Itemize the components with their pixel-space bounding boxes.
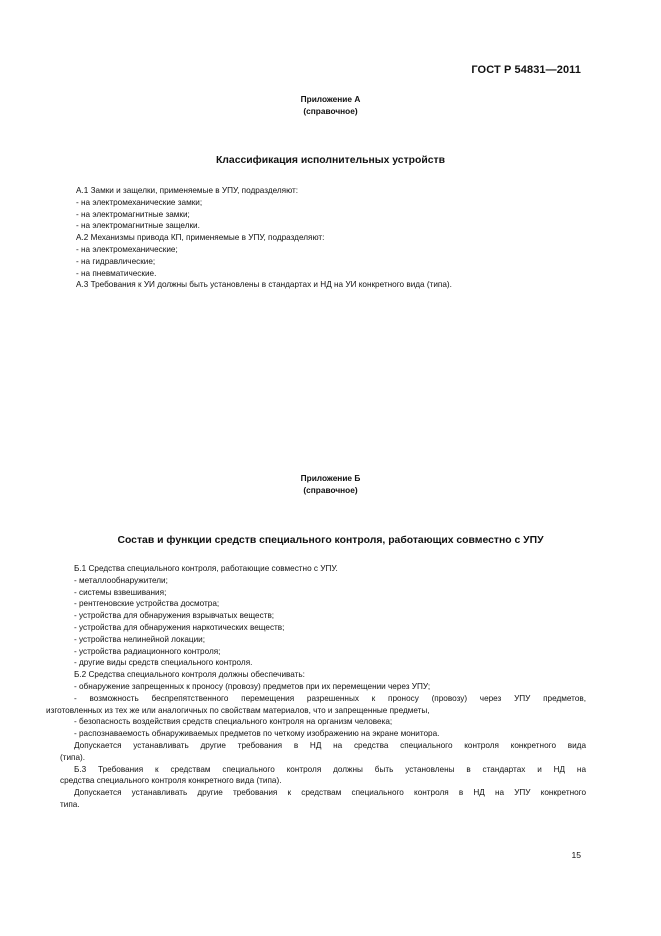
b1-intro: Б.1 Средства специального контроля, работающие совместно с УПУ. [74,564,338,573]
appendix-a-line: - на электромеханические; [76,244,178,254]
appendix-b-label: Приложение Б [300,473,361,483]
document-standard-header: ГОСТ Р 54831—2011 [471,64,581,76]
b3-allowed-text-continuation: типа. [60,799,80,809]
b3-paragraph-continuation: средства специального контроля конкретного вида (типа). [60,776,282,786]
b2-list-item: - безопасность воздействия средств специального контроля на организм человека; [74,717,393,727]
b1-list-item: - рентгеновские устройства досмотра; [74,599,220,609]
appendix-b-heading [0,473,661,496]
appendix-b-title: Состав и функции средств специального контроля, работающих совместно с УПУ [117,535,544,546]
b1-list-item: - металлообнаружители; [74,575,168,585]
b1-list-item: - другие виды средств специального контроля. [74,658,253,668]
b1-list-item: - устройства для обнаружения наркотических веществ; [74,622,285,632]
b2-allowed-text: Допускается устанавливать другие требования в НД на средства специального контроля конкретного вида [74,740,586,750]
appendix-a-line: - на пневматические. [76,268,157,278]
page-number: 15 [571,850,581,860]
appendix-b-body [46,563,586,811]
appendix-a-title: Классификация исполнительных устройств [215,155,446,166]
b2-intro: Б.2 Средства специального контроля должны обеспечивать: [74,670,305,680]
appendix-b-note: (справочное) [303,484,358,495]
appendix-a-line: А.1 Замки и защелки, применяемые в УПУ, подразделяют: [76,186,299,195]
appendix-a-line: - на электромеханические замки; [76,197,203,207]
b3-paragraph: Б.3 Требования к средствам специального контроля должны быть установлены в стандартах и НД на [74,764,586,774]
appendix-a-line: - на электромагнитные замки; [76,209,190,219]
b2-list-item: - обнаружение запрещенных к проносу (провозу) предметов при их перемещении через УПУ; [74,681,431,691]
appendix-a-line: - на электромагнитные защелки. [76,221,200,231]
b1-list-item: - устройства радиационного контроля; [74,646,221,656]
appendix-a-body [76,185,596,291]
appendix-a-line: А.2 Механизмы привода КП, применяемые в УПУ, подразделяют: [76,233,325,243]
appendix-a-line: - на гидравлические; [76,256,156,266]
appendix-a-heading [0,94,661,117]
b1-list-item: - устройства для обнаружения взрывчатых веществ; [74,611,275,621]
b3-allowed-text: Допускается устанавливать другие требования к средствам специального контроля в НД на УПУ конкретного [74,788,586,798]
appendix-a-note: (справочное) [303,105,358,116]
appendix-a-line: А.3 Требования к УИ должны быть установлены в стандартах и НД на УИ конкретного вида (типа). [76,280,452,290]
appendix-a-label: Приложение А [300,94,361,104]
b2-list-item-continuation: изготовленных из тех же или аналогичных по свойствам материалов, что и запрещенные предметы, [46,705,430,715]
b2-list-item: - распознаваемость обнаруживаемых предметов по четкому изображению на экране монитора. [74,729,440,739]
b2-list-item: - возможность беспрепятственного перемещения разрешенных к проносу (провозу) через УПУ предметов, [74,693,586,703]
b2-allowed-text-continuation: (типа). [60,752,86,762]
b1-list-item: - устройства нелинейной локации; [74,634,206,644]
b1-list-item: - системы взвешивания; [74,587,167,597]
